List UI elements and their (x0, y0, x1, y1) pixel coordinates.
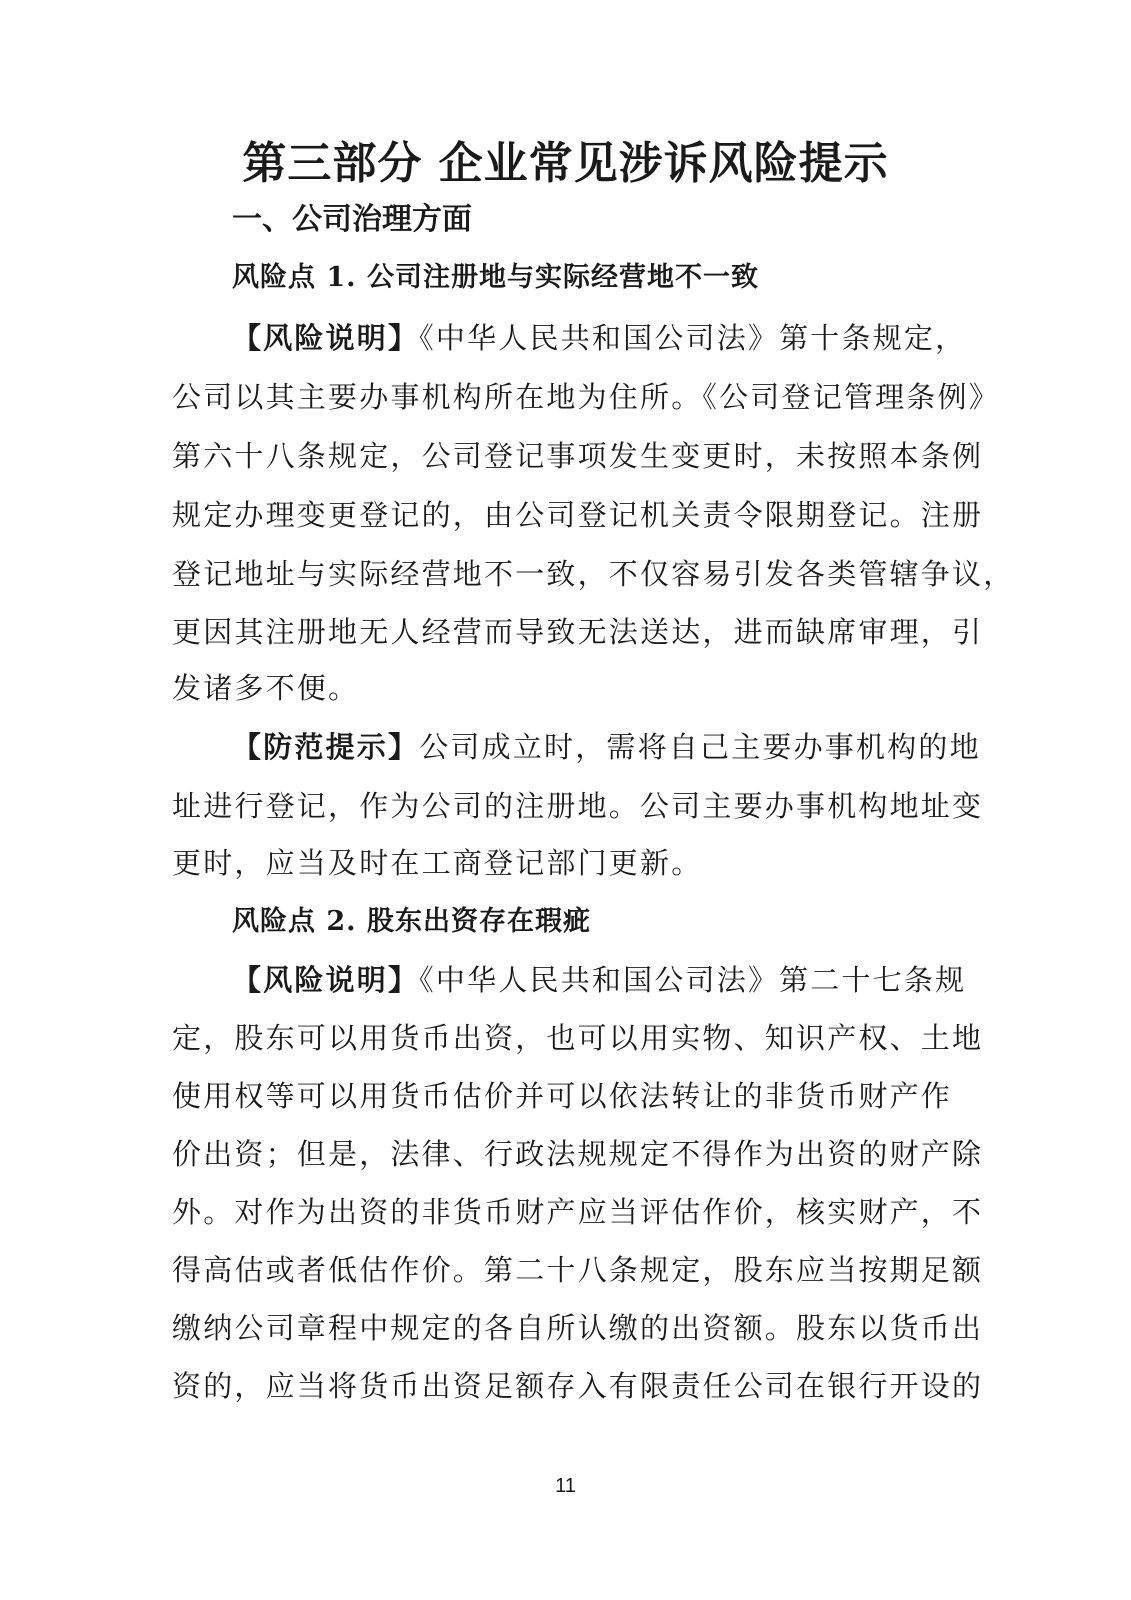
risk2-explain-line: 缴纳公司章程中规定的各自所认缴的出资额。股东以货币出 (172, 1311, 984, 1345)
risk1-explain-line: 第六十八条规定，公司登记事项发生变更时，未按照本条例 (172, 439, 984, 473)
risk2-explain-line: 资的，应当将货币出资足额存入有限责任公司在银行开设的 (172, 1369, 984, 1403)
page-title: 第三部分 企业常见涉诉风险提示 (242, 138, 889, 189)
risk2-explain-line: 得高估或者低估作价。第二十八条规定，股东应当按期足额 (172, 1253, 984, 1287)
risk1-explain-line: 更因其注册地无人经营而导致无法送达，进而缺席审理，引 (172, 615, 984, 649)
risk-explain-tag: 【风险说明】 (232, 963, 420, 997)
section-heading: 一、公司治理方面 (232, 202, 472, 237)
risk1-explain-line: 公司以其主要办事机构所在地为住所。《公司登记管理条例》 (172, 380, 1000, 414)
risk2-explain-line (232, 960, 966, 1000)
risk2-explain-line: 价出资；但是，法律、行政法规规定不得作为出资的财产除 (172, 1137, 984, 1171)
risk1-prevent-line: 址进行登记，作为公司的注册地。公司主要办事机构地址变 (172, 789, 984, 823)
risk1-prevent-text: 公司成立时，需将自己主要办事机构的地 (419, 730, 981, 764)
risk-point-2-heading: 风险点 2. 股东出资存在瑕疵 (232, 906, 591, 937)
risk1-prevent-line (232, 727, 981, 767)
prevent-tip-tag: 【防范提示】 (232, 730, 420, 764)
risk-point-1-heading: 风险点 1. 公司注册地与实际经营地不一致 (232, 262, 759, 293)
risk-explain-tag: 【风险说明】 (232, 321, 420, 355)
risk1-explain-line: 发诸多不便。 (172, 671, 360, 705)
risk1-prevent-line: 更时，应当及时在工商登记部门更新。 (172, 846, 703, 880)
risk2-explain-line: 使用权等可以用货币估价并可以依法转让的非货币财产作 (172, 1079, 953, 1113)
risk1-explain-text: 《中华人民共和国公司法》第十条规定， (419, 321, 967, 355)
risk2-explain-line: 定，股东可以用货币出资，也可以用实物、知识产权、土地 (172, 1021, 984, 1055)
risk2-explain-text: 《中华人民共和国公司法》第二十七条规 (419, 963, 967, 997)
risk1-explain-line (232, 318, 966, 358)
risk1-explain-line: 登记地址与实际经营地不一致，不仅容易引发各类管辖争议， (172, 557, 1015, 591)
risk2-explain-line: 外。对作为出资的非货币财产应当评估作价，核实财产，不 (172, 1195, 984, 1229)
risk1-explain-line: 规定办理变更登记的，由公司登记机关责令限期登记。注册 (172, 498, 984, 532)
page-number: 11 (555, 1475, 576, 1497)
